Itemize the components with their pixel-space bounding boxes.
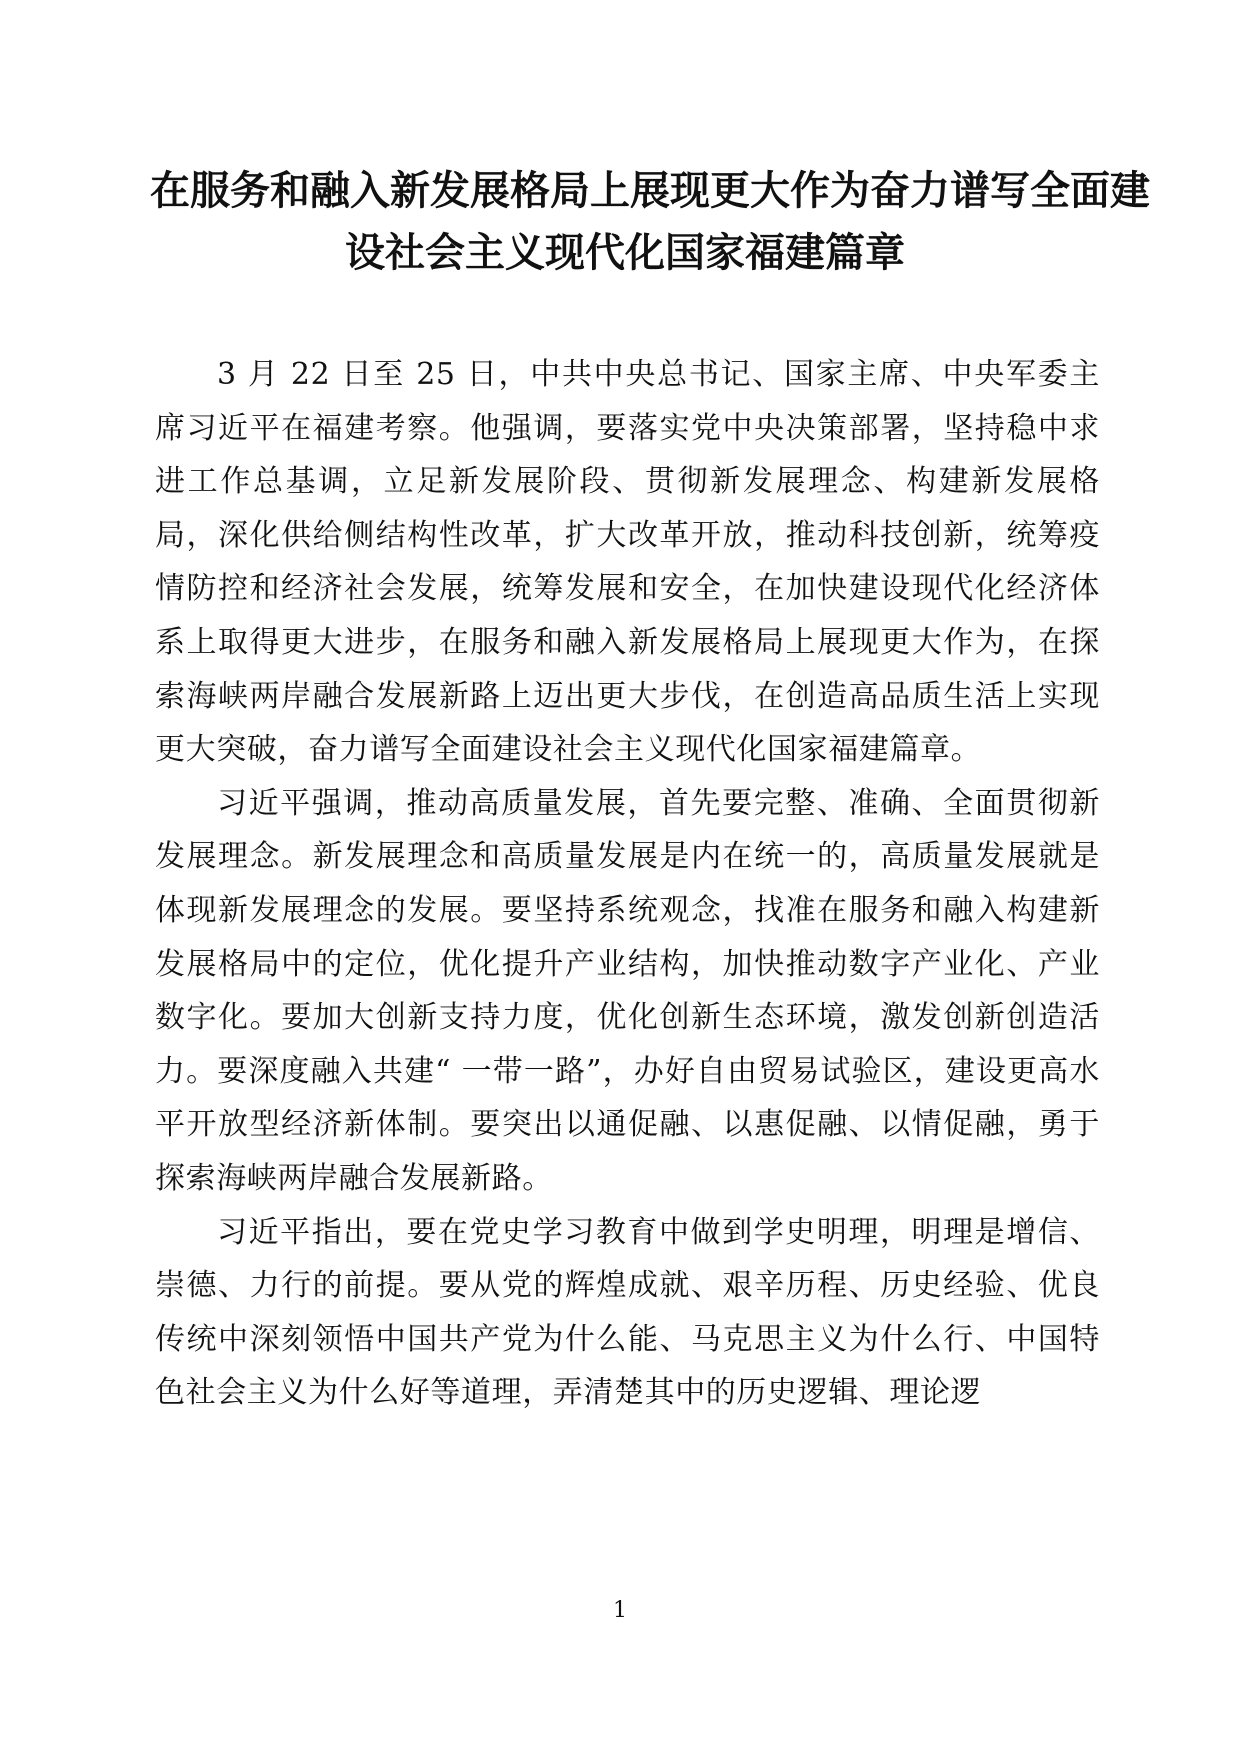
page-number: 1 [613,1598,627,1623]
paragraph-2: 习近平强调，推动高质量发展，首先要完整、准确、全面贯彻新发展理念。新发展理念和高质量发展是内在统一的，高质量发展就是体现新发展理念的发展。要坚持系统观念，找准在服务和融入构建新发展格局中的定位，优化提升产业结构，加快推动数字产业化、产业数字化。要加大创新支持力度，优化创新生态环境，激发创新创造活力。要深度融入共建“ 一带一路”，办好自由贸易试验区，建设更高水平开放型经济新体制。要突出以通促融、以惠促融、以情促融，勇于探索海峡两岸融合发展新路。 [155,785,1100,1196]
document-body [155,348,1100,1420]
paragraph-1: 3 月 22 日至 25 日，中共中央总书记、国家主席、中央军委主席习近平在福建考察。他强调，要落实党中央决策部署，坚持稳中求进工作总基调，立足新发展阶段、贯彻新发展理念、构建新发展格局，深化供给侧结构性改革，扩大改革开放，推动科技创新，统筹疫情防控和经济社会发展，统筹发展和安全，在加快建设现代化经济体系上取得更大进步，在服务和融入新发展格局上展现更大作为，在探索海峡两岸融合发展新路上迈出更大步伐，在创造高品质生活上实现更大突破，奋力谱写全面建设社会主义现代化国家福建篇章。 [155,357,1100,768]
title-line-2: 设社会主义现代化国家福建篇章 [345,230,905,276]
document-title [150,160,1150,284]
title-line-1: 在服务和融入新发展格局上展现更大作为奋力谱写全面建 [150,168,1150,214]
paragraph-3: 习近平指出，要在党史学习教育中做到学史明理，明理是增信、崇德、力行的前提。要从党的辉煌成就、艰辛历程、历史经验、优良传统中深刻领悟中国共产党为什么能、马克思主义为什么行、中国特色社会主义为什么好等道理，弄清楚其中的历史逻辑、理论逻 [155,1214,1100,1411]
